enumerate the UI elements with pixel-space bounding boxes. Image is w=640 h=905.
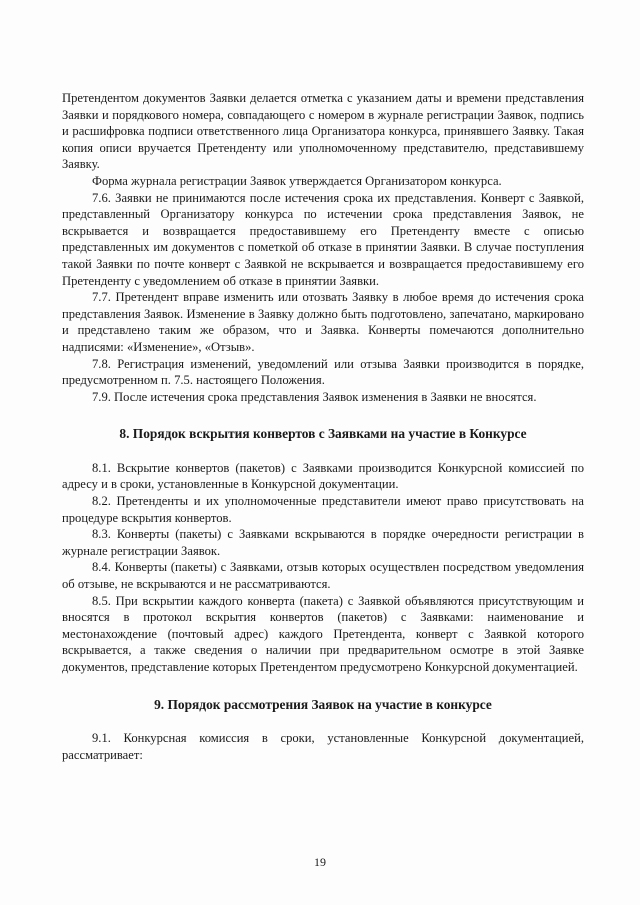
section-8-heading: 8. Порядок вскрытия конвертов с Заявками на участие в Конкурсе [119,426,527,442]
paragraph-8-1: 8.1. Вскрытие конвертов (пакетов) с Заявками производится Конкурсной комиссией по адресу и в сроки, установленные в Конкурсной документации. [62,460,584,492]
page-number: 19 [314,855,326,869]
paragraph: Форма журнала регистрации Заявок утверждается Организатором конкурса. [92,173,502,188]
paragraph-7-6: 7.6. Заявки не принимаются после истечения срока их представления. Конверт с Заявкой, представленный Организатору конкурса по истечении срока представления Заявок, не вскрывается и возвращается предоставившему его Претенденту вместе с описью представленных им документов с пометкой об отказе в принятии Заявки. В случае поступления такой Заявки по почте конверт с Заявкой не вскрывается и возвращается предоставившему его Претенденту с уведомлением об отказе в принятии Заявки. [62,190,584,288]
paragraph-7-9: 7.9. После истечения срока представления Заявок изменения в Заявки не вносятся. [92,389,537,404]
paragraph-8-5: 8.5. При вскрытии каждого конверта (пакета) с Заявкой объявляются присутствующим и вносятся в протокол вскрытия конвертов (пакетов) с Заявками: наименование и местонахождение (почтовый адрес) каждого Претендента, конверт с Заявкой которого вскрывается, а также сведения о наличии при предварительном осмотре в этой Заявке документов, представление которых Претендентом предусмотрено Конкурсной документацией. [62,593,584,674]
paragraph-8-4: 8.4. Конверты (пакеты) с Заявками, отзыв которых осуществлен посредством уведомления об отзыве, не вскрываются и не рассматриваются. [62,560,584,592]
paragraph-8-2: 8.2. Претенденты и их уполномоченные представители имеют право присутствовать на процедуре вскрытия конвертов. [62,494,584,525]
paragraph-7-7: 7.7. Претендент вправе изменить или отозвать Заявку в любое время до истечения срока представления Заявок. Изменение в Заявку должно быть подготовлено, запечатано, маркировано и представлено таким же образом, что и Заявка. Конверты помечаются дополнительно надписями: «Изменение», «Отзыв». [62,290,584,354]
section-9-heading: 9. Порядок рассмотрения Заявок на участие в конкурсе [154,696,492,712]
paragraph-7-8: 7.8. Регистрация изменений, уведомлений или отзыва Заявки производится в порядке, предусмотренном п. 7.5. настоящего Положения. [62,356,584,388]
document-body [62,90,584,763]
paragraph: Претендентом документов Заявки делается отметка с указанием даты и времени представления Заявки и порядкового номера, совпадающего с номером в журнале регистрации Заявок, подпись и расшифровка подписи ответственного лица Организатора конкурса, принявшего Заявку. Такая копия описи вручается Претенденту или уполномоченному представителю, представившему Заявку. [62,91,584,172]
paragraph-8-3: 8.3. Конверты (пакеты) с Заявками вскрываются в порядке очередности регистрации в журнале регистрации Заявок. [62,527,584,558]
paragraph-9-1: 9.1. Конкурсная комиссия в сроки, установленные Конкурсной документацией, рассматривает: [62,731,584,762]
